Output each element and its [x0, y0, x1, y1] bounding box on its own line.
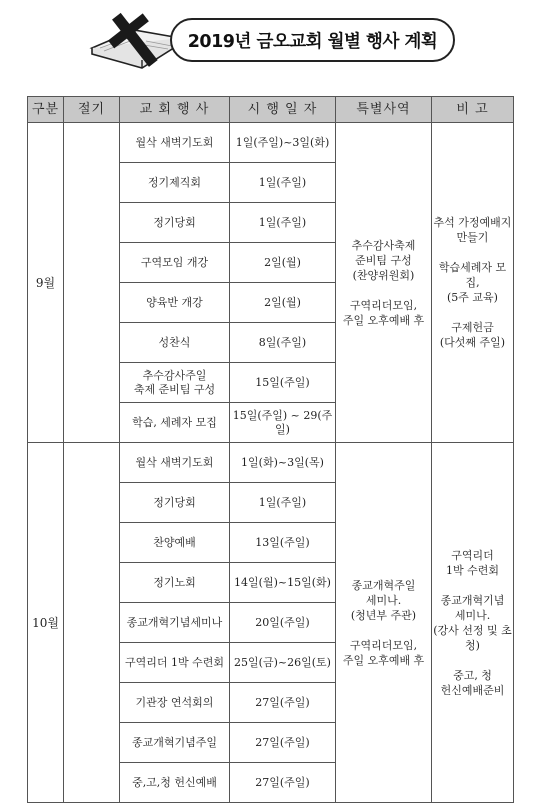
event-name-cell	[120, 403, 230, 443]
event-name-cell	[120, 563, 230, 603]
page-title: 2019년 금오교회 월별 행사 계획	[187, 31, 438, 52]
event-name-cell	[120, 163, 230, 203]
event-name: 학습, 세례자 모집	[132, 415, 217, 429]
event-name: 정기제직회	[147, 175, 202, 189]
event-name: 기관장 연석회의	[135, 695, 214, 709]
event-date-cell: 1일(주일)	[230, 163, 336, 203]
event-date-cell: 1일(화)~3일(목)	[230, 443, 336, 483]
event-name-cell	[120, 323, 230, 363]
event-plan-table	[27, 96, 514, 803]
table-header-row	[28, 97, 514, 123]
header-season: 절기	[64, 97, 120, 123]
special-ministry-text: 추수감사축제 준비팀 구성 (찬양위원회) 구역리더모임, 주일 오후예배 후	[342, 238, 425, 327]
event-name: 중,고,청 헌신예배	[132, 775, 217, 789]
table-row	[28, 443, 514, 483]
remarks-cell	[432, 123, 514, 443]
table-body	[28, 123, 514, 803]
event-name-cell	[120, 643, 230, 683]
event-name-cell	[120, 603, 230, 643]
header-schedule: 시 행 일 자	[230, 97, 336, 123]
event-name-cell	[120, 683, 230, 723]
special-ministry-cell	[336, 443, 432, 803]
event-name-cell	[120, 243, 230, 283]
event-name: 종교개혁기념주일	[131, 735, 217, 749]
event-date-cell: 1일(주일)	[230, 483, 336, 523]
event-date-cell: 27일(주일)	[230, 683, 336, 723]
header-special: 특별사역	[336, 97, 432, 123]
event-name-cell	[120, 443, 230, 483]
event-name: 월삭 새벽기도회	[135, 455, 214, 469]
event-date-cell: 20일(주일)	[230, 603, 336, 643]
event-name-cell	[120, 483, 230, 523]
event-name-cell	[120, 523, 230, 563]
season-cell	[64, 443, 120, 803]
event-name: 양육반 개강	[146, 295, 203, 309]
remarks-cell	[432, 443, 514, 803]
event-name: 종교개혁기념세미나	[126, 615, 223, 629]
header-category: 구분	[28, 97, 64, 123]
event-date-cell: 1일(주일)	[230, 203, 336, 243]
event-date-cell: 13일(주일)	[230, 523, 336, 563]
event-name-cell	[120, 763, 230, 803]
event-name: 찬양예배	[153, 535, 196, 549]
event-date-cell: 27일(주일)	[230, 723, 336, 763]
remarks-text: 구역리더 1박 수련회 종교개혁기념 세미나. (강사 선정 및 초청) 중고, 청 헌신예배준비	[433, 548, 512, 697]
month-cell: 9월	[28, 123, 64, 443]
event-date-cell: 15일(주일)	[230, 363, 336, 403]
event-date-cell: 8일(주일)	[230, 323, 336, 363]
remarks-text: 추석 가정예배지 만들기 학습세례자 모집, (5주 교육) 구제헌금 (다섯째 주일)	[433, 216, 512, 349]
event-name-cell	[120, 203, 230, 243]
event-name-cell	[120, 723, 230, 763]
event-name: 구역리더 1박 수련회	[125, 655, 224, 669]
title-banner	[170, 18, 455, 62]
event-name-cell	[120, 363, 230, 403]
page-header	[0, 0, 541, 86]
month-cell: 10월	[28, 443, 64, 803]
event-date-cell: 27일(주일)	[230, 763, 336, 803]
special-ministry-cell	[336, 123, 432, 443]
event-name-cell	[120, 283, 230, 323]
event-date-cell: 2일(월)	[230, 243, 336, 283]
event-name: 정기노회	[153, 575, 196, 589]
event-date-cell: 25일(금)~26일(토)	[230, 643, 336, 683]
event-name: 정기당회	[153, 495, 196, 509]
header-church-events: 교 회 행 사	[120, 97, 230, 123]
event-name: 월삭 새벽기도회	[135, 135, 214, 149]
special-ministry-text: 종교개혁주일 세미나. (청년부 주관) 구역리더모임, 주일 오후예배 후	[342, 578, 425, 667]
header-remarks: 비 고	[432, 97, 514, 123]
event-date-cell: 1일(주일)~3일(화)	[230, 123, 336, 163]
event-name: 성찬식	[158, 335, 191, 349]
event-name: 구역모임 개강	[140, 255, 209, 269]
table-row	[28, 123, 514, 163]
event-date-cell: 15일(주일) ~ 29(주일)	[230, 403, 336, 443]
season-cell	[64, 123, 120, 443]
event-date-cell: 14일(월)~15일(화)	[230, 563, 336, 603]
event-name-cell	[120, 123, 230, 163]
event-date-cell: 2일(월)	[230, 283, 336, 323]
event-name: 추수감사주일 축제 준비팀 구성	[133, 368, 216, 396]
event-name: 정기당회	[153, 215, 196, 229]
